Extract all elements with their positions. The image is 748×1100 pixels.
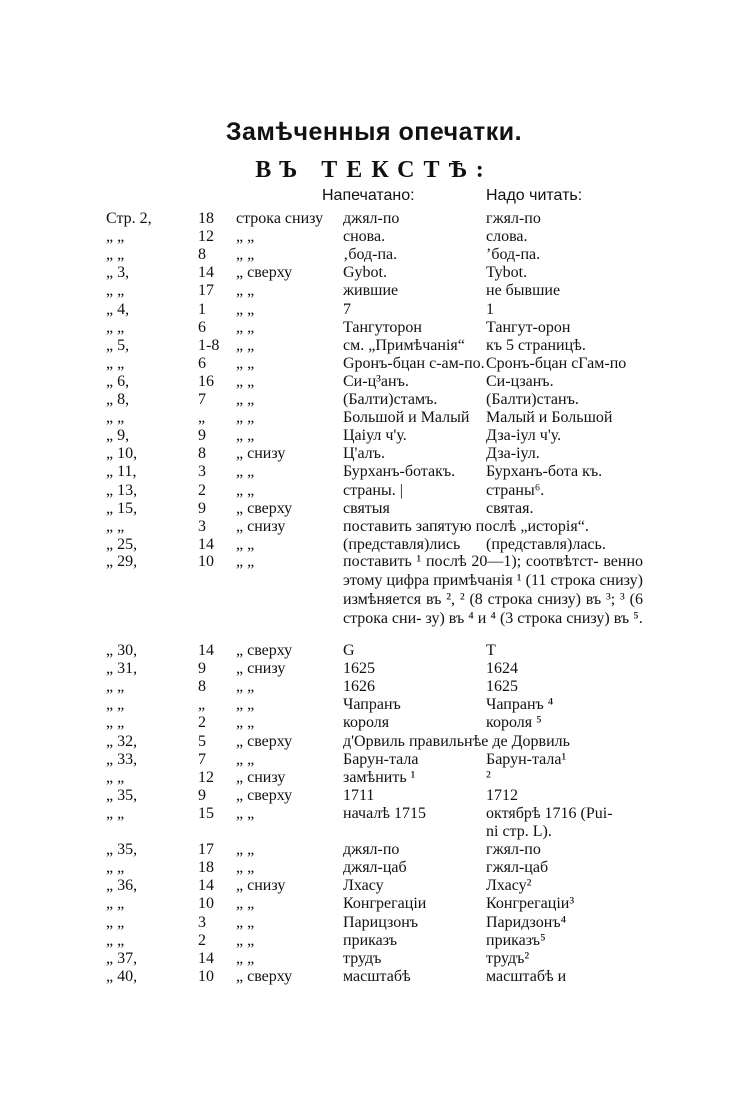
position-cell: „ „ [236, 678, 255, 696]
position-cell: „ „ [236, 354, 255, 372]
correction-cell: Сронъ-бцан сГам-по [486, 354, 627, 372]
printed-cell: джял-по [343, 210, 400, 227]
correction-cell: масштабѣ и [486, 967, 567, 985]
page-title: Замѣченныя опечатки. [225, 118, 523, 146]
position-cell: „ „ [236, 481, 255, 499]
page-cell: „ 32, [106, 732, 138, 750]
page-cell: „ 35, [106, 786, 138, 804]
errata-row [0, 660, 748, 678]
position-cell: „ „ [236, 282, 255, 300]
page-cell: „ „ [106, 354, 125, 372]
page-cell: „ 36, [106, 877, 138, 895]
column-header-printed: Напечатано: [322, 187, 415, 204]
position-cell: „ „ [236, 409, 255, 427]
correction-cell: Лхасу² [486, 877, 532, 895]
errata-row [0, 841, 748, 859]
position-cell: „ „ [236, 804, 255, 822]
errata-row [0, 696, 748, 714]
page-cell: „ „ [106, 913, 125, 931]
printed-cell: замѣнить ¹ [343, 768, 416, 786]
printed-cell: 7 [343, 300, 351, 318]
line-cell: 8 [198, 246, 206, 264]
line-cell: 1 [198, 300, 206, 318]
errata-row [0, 895, 748, 913]
position-cell: „ „ [236, 553, 255, 570]
correction-cell: 1 [486, 300, 494, 318]
errata-row [0, 518, 748, 536]
correction-cell: Конгрегаціи³ [486, 895, 575, 913]
line-cell: 2 [198, 931, 206, 949]
line-cell: 10 [198, 553, 214, 570]
line-cell: 6 [198, 354, 206, 372]
page-subtitle: ВЪ ТЕКСТѢ: [255, 157, 493, 183]
position-cell: „ „ [236, 696, 255, 714]
correction-cell: приказъ⁵ [486, 931, 546, 949]
printed-cell: страны. | [343, 481, 403, 499]
line-cell: „ [198, 409, 206, 427]
errata-row [0, 445, 748, 463]
correction-cell: гжял-по [486, 841, 541, 859]
correction-cell: гжял-цаб [486, 859, 549, 877]
correction-cell: Чапранъ ⁴ [486, 696, 554, 714]
errata-note: поставить ¹ послѣ 20—1); соотвѣтст- венно этому цифра примѣчанія ¹ (11 строка снизу) измѣняется въ ², ² (8 строка снизу) въ ³; ³ (6 строка сни- зу) въ ⁴ и ⁴ (3 строка снизу) въ ⁵. [343, 553, 643, 627]
correction-cell: октябрѣ 1716 (Pui- [486, 804, 613, 822]
position-cell: „ „ [236, 391, 255, 408]
page-cell: „ „ [106, 517, 125, 535]
errata-row [0, 642, 748, 660]
correction-cell: святая. [486, 499, 534, 517]
page-cell: „ 13, [106, 481, 138, 499]
page-cell: „ 35, [106, 841, 138, 859]
correction-cell: 1624 [486, 660, 518, 678]
column-header-read: Надо читать: [486, 187, 583, 204]
printed-cell: (представля)лись [343, 535, 461, 553]
page-cell: „ „ [106, 246, 125, 264]
page-cell: „ 29, [106, 553, 138, 570]
line-cell: 15 [198, 804, 214, 822]
position-cell: „ „ [236, 300, 255, 318]
line-cell: 7 [198, 391, 206, 408]
page-cell: „ 33, [106, 750, 138, 768]
printed-cell: Тангуторон [343, 318, 422, 336]
errata-row [0, 355, 748, 373]
printed-cell: Цаiул ч'у. [343, 427, 407, 445]
page-cell: „ 30, [106, 642, 138, 659]
page-cell: „ 25, [106, 535, 138, 553]
printed-cell: масштабѣ [343, 967, 411, 985]
position-cell: „ сверху [236, 642, 293, 659]
position-cell: „ „ [236, 750, 255, 768]
line-cell: 14 [198, 642, 214, 659]
line-cell: 10 [198, 967, 214, 985]
printed-cell: Лхасу [343, 877, 384, 895]
line-cell: 3 [198, 913, 206, 931]
errata-row [0, 500, 748, 518]
errata-row [0, 751, 748, 769]
position-cell: „ „ [236, 336, 255, 354]
page-cell: „ 3, [106, 264, 130, 282]
correction-cell: 1712 [486, 786, 518, 804]
line-cell: 8 [198, 678, 206, 696]
line-cell: 14 [198, 877, 214, 895]
line-cell: 14 [198, 535, 214, 553]
line-cell: 14 [198, 949, 214, 967]
errata-row [0, 228, 748, 246]
errata-row [0, 319, 748, 337]
errata-row [0, 391, 748, 409]
page-cell: „ „ [106, 859, 125, 877]
line-cell: 5 [198, 732, 206, 750]
page-cell: „ 5, [106, 336, 130, 354]
printed-cell: джял-цаб [343, 859, 407, 877]
errata-row [0, 678, 748, 696]
position-cell: „ сверху [236, 732, 293, 750]
correction-cell: Барун-тала¹ [486, 750, 567, 768]
position-cell: „ „ [236, 949, 255, 967]
correction-cell: Дза-iул. [486, 445, 540, 463]
position-cell: „ сверху [236, 264, 293, 282]
printed-cell: трудъ [343, 949, 382, 967]
line-cell: 17 [198, 282, 214, 300]
correction-cell: къ 5 страницѣ. [486, 336, 586, 354]
errata-row [0, 932, 748, 950]
errata-row [0, 409, 748, 427]
printed-cell: 1626 [343, 678, 375, 696]
correction-cell: ² [486, 768, 491, 786]
page-cell: „ „ [106, 696, 125, 714]
page-cell: „ „ [106, 804, 125, 822]
position-cell: „ „ [236, 427, 255, 445]
page-cell: „ „ [106, 228, 125, 246]
correction-cell: Си-цзанъ. [486, 372, 554, 390]
correction-cell: Дза-iул ч'у. [486, 427, 562, 445]
correction-cell: Тангут-орон [486, 318, 571, 336]
printed-cell: Си-ц³анъ. [343, 372, 409, 390]
line-cell: 9 [198, 499, 206, 517]
errata-row [0, 877, 748, 895]
page-cell: „ 11, [106, 463, 137, 481]
position-cell: „ снизу [236, 768, 286, 786]
errata-row [0, 950, 748, 968]
printed-cell: Барун-тала [343, 750, 419, 768]
errata-row [0, 282, 748, 300]
line-cell: 12 [198, 228, 214, 246]
page-cell: „ 8, [106, 391, 130, 408]
correction-cell: Бурханъ-бота къ. [486, 463, 603, 481]
correction-cell: (представля)лась. [486, 535, 606, 553]
printed-cell: д'Орвиль правильнѣе де Дорвиль [343, 732, 570, 750]
printed-cell: жившие [343, 282, 399, 300]
printed-cell: Чапранъ [343, 696, 401, 714]
page-cell: „ „ [106, 895, 125, 913]
errata-row [0, 787, 748, 805]
line-cell: 6 [198, 318, 206, 336]
position-cell: „ „ [236, 535, 255, 553]
position-cell: „ снизу [236, 660, 286, 678]
page-cell: „ 37, [106, 949, 138, 967]
line-cell: 1-8 [198, 336, 220, 354]
printed-cell: Бурханъ-ботакъ. [343, 463, 456, 481]
printed-cell: поставить запятую послѣ „исторія“. [343, 517, 589, 535]
position-cell: „ сверху [236, 967, 293, 985]
correction-cell: Tybot. [486, 264, 528, 282]
errata-row [0, 427, 748, 445]
correction-cell: (Балти)станъ. [486, 391, 579, 408]
printed-cell: Большой и Малый [343, 409, 470, 427]
line-cell: 12 [198, 768, 214, 786]
errata-row [0, 823, 748, 841]
position-cell: „ „ [236, 372, 255, 390]
errata-row [0, 337, 748, 355]
line-cell: 9 [198, 660, 206, 678]
printed-cell: 1711 [343, 786, 375, 804]
page-cell: Стр. 2, [106, 210, 152, 227]
errata-row [0, 859, 748, 877]
position-cell: „ сверху [236, 786, 293, 804]
correction-cell: ni стр. L). [486, 823, 552, 840]
correction-cell: Малый и Большой [486, 409, 613, 427]
printed-cell: приказъ [343, 931, 398, 949]
printed-cell: 1625 [343, 660, 375, 678]
errata-row [0, 463, 748, 481]
line-cell: 18 [198, 210, 214, 227]
printed-cell: короля [343, 714, 390, 732]
printed-cell: ‚бод-па. [343, 246, 398, 264]
correction-cell: трудъ² [486, 949, 530, 967]
errata-row [0, 482, 748, 500]
line-cell: „ [198, 696, 206, 714]
printed-cell: см. „Примѣчанія“ [343, 336, 465, 354]
position-cell: „ снизу [236, 517, 286, 535]
page-cell: „ 40, [106, 967, 138, 985]
printed-cell: началѣ 1715 [343, 804, 426, 822]
position-cell: „ „ [236, 913, 255, 931]
errata-row [0, 769, 748, 787]
errata-row [0, 373, 748, 391]
correction-cell: T [486, 642, 496, 659]
position-cell: „ „ [236, 463, 255, 481]
position-cell: „ „ [236, 841, 255, 859]
page-cell: „ „ [106, 678, 125, 696]
position-cell: „ снизу [236, 877, 286, 895]
errata-row [0, 914, 748, 932]
printed-cell: снова. [343, 228, 386, 246]
printed-cell: G [343, 642, 355, 659]
line-cell: 16 [198, 372, 214, 390]
page-cell: „ „ [106, 318, 125, 336]
printed-cell: Парицзонъ [343, 913, 419, 931]
correction-cell: Паридзонъ⁴ [486, 913, 567, 931]
page-cell: „ 6, [106, 372, 130, 390]
line-cell: 2 [198, 481, 206, 499]
errata-row [0, 210, 748, 228]
line-cell: 7 [198, 750, 206, 768]
position-cell: „ „ [236, 895, 255, 913]
page-cell: „ 10, [106, 445, 138, 463]
correction-cell: слова. [486, 228, 528, 246]
page-cell: „ 31, [106, 660, 138, 678]
position-cell: „ „ [236, 318, 255, 336]
page-cell: „ „ [106, 409, 125, 427]
correction-cell: ʼбод-па. [486, 246, 541, 264]
page-cell: „ 4, [106, 300, 130, 318]
printed-cell: (Балти)стамъ. [343, 391, 438, 408]
errata-row [0, 733, 748, 751]
page-cell: „ 9, [106, 427, 130, 445]
page-cell: „ „ [106, 714, 125, 732]
correction-cell: 1625 [486, 678, 518, 696]
line-cell: 18 [198, 859, 214, 877]
errata-row [0, 246, 748, 264]
correction-cell: короля ⁵ [486, 714, 542, 732]
position-cell: „ „ [236, 714, 255, 732]
printed-cell: Gронъ-бцан с-ам-по. [343, 354, 485, 372]
errata-row [0, 968, 748, 986]
page-cell: „ 15, [106, 499, 138, 517]
errata-row [0, 805, 748, 823]
position-cell: „ „ [236, 859, 255, 877]
printed-cell: Gybot. [343, 264, 387, 282]
line-cell: 3 [198, 463, 206, 481]
errata-row [0, 714, 748, 732]
line-cell: 8 [198, 445, 206, 463]
position-cell: „ „ [236, 931, 255, 949]
correction-cell: гжял-по [486, 210, 541, 227]
page-cell: „ „ [106, 931, 125, 949]
printed-cell: Конгрегаціи [343, 895, 427, 913]
errata-row [0, 301, 748, 319]
printed-cell: святыя [343, 499, 390, 517]
line-cell: 9 [198, 427, 206, 445]
page-cell: „ „ [106, 768, 125, 786]
position-cell: „ „ [236, 246, 255, 264]
printed-cell: Ц'алъ. [343, 445, 385, 463]
line-cell: 2 [198, 714, 206, 732]
page-cell: „ „ [106, 282, 125, 300]
position-cell: „ сверху [236, 499, 293, 517]
line-cell: 14 [198, 264, 214, 282]
position-cell: строка снизу [236, 210, 324, 227]
line-cell: 10 [198, 895, 214, 913]
line-cell: 3 [198, 517, 206, 535]
correction-cell: страны⁶. [486, 481, 545, 499]
correction-cell: не бывшие [486, 282, 561, 300]
printed-cell: джял-по [343, 841, 400, 859]
errata-row [0, 264, 748, 282]
position-cell: „ „ [236, 228, 255, 246]
line-cell: 9 [198, 786, 206, 804]
line-cell: 17 [198, 841, 214, 859]
position-cell: „ снизу [236, 445, 286, 463]
